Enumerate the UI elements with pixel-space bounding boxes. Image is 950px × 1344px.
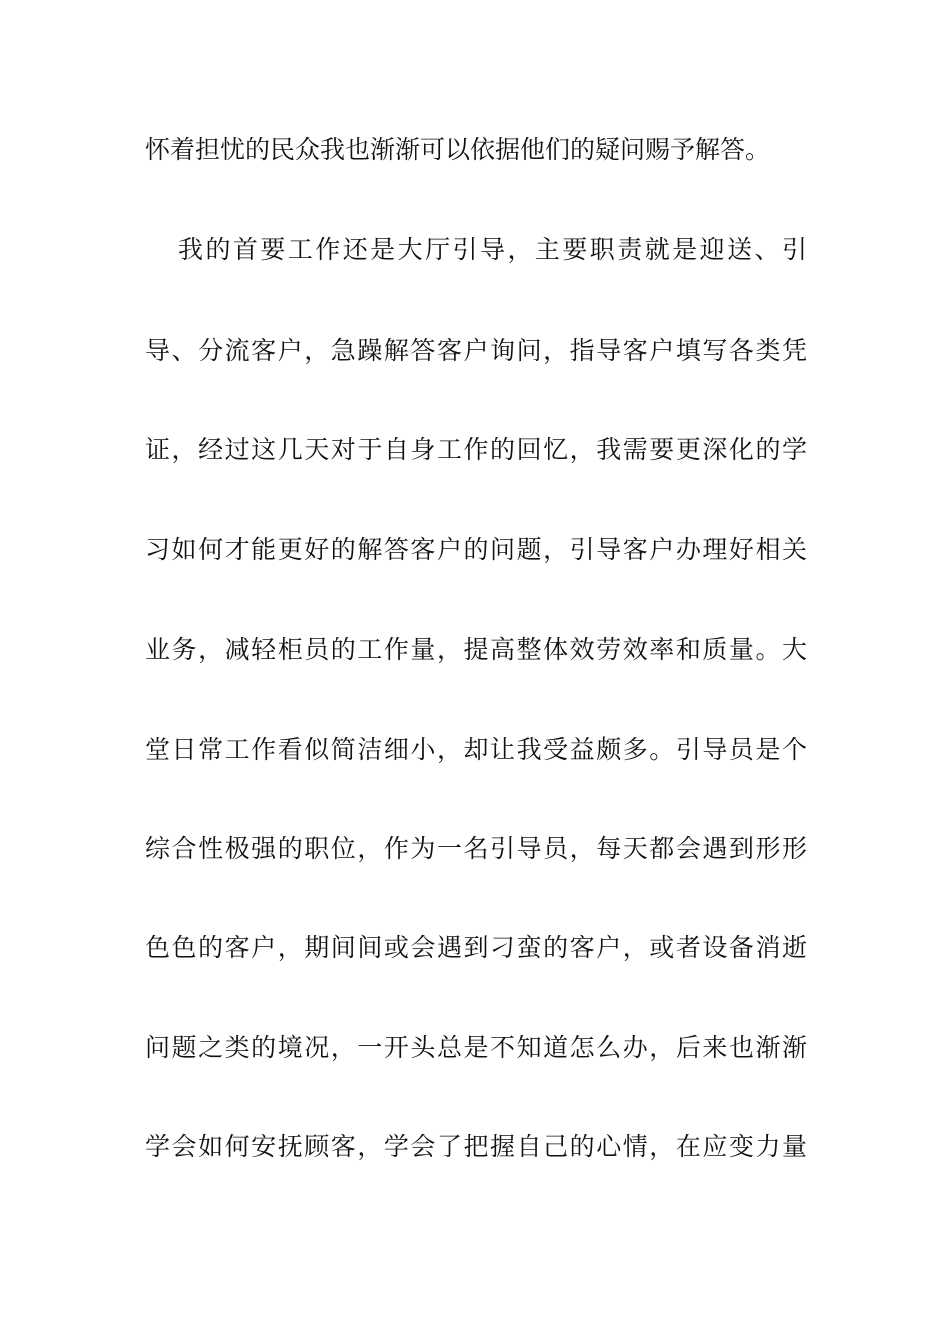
text-line-11: 学会如何安抚顾客，学会了把握自己的心情，在应变力量 [145,1132,807,1161]
text-line-9: 色色的客户，期间间或会遇到刁蛮的客户，或者设备消逝 [145,933,807,962]
text-line-7: 堂日常工作看似简洁细小，却让我受益颇多。引导员是个 [145,735,807,764]
text-line-1: 怀着担忧的民众我也渐渐可以依据他们的疑问赐予解答。 [145,135,771,164]
text-line-3: 导、分流客户，急躁解答客户询问，指导客户填写各类凭 [145,336,807,365]
text-line-4: 证，经过这几天对于自身工作的回忆，我需要更深化的学 [145,435,807,464]
text-line-10: 问题之类的境况，一开头总是不知道怎么办，后来也渐渐 [145,1033,807,1062]
text-line-2: 我的首要工作还是大厅引导，主要职责就是迎送、引 [178,235,807,264]
text-line-6: 业务，减轻柜员的工作量，提高整体效劳效率和质量。大 [145,635,807,664]
text-line-8: 综合性极强的职位，作为一名引导员，每天都会遇到形形 [145,834,807,863]
text-line-5: 习如何才能更好的解答客户的问题，引导客户办理好相关 [145,535,807,564]
